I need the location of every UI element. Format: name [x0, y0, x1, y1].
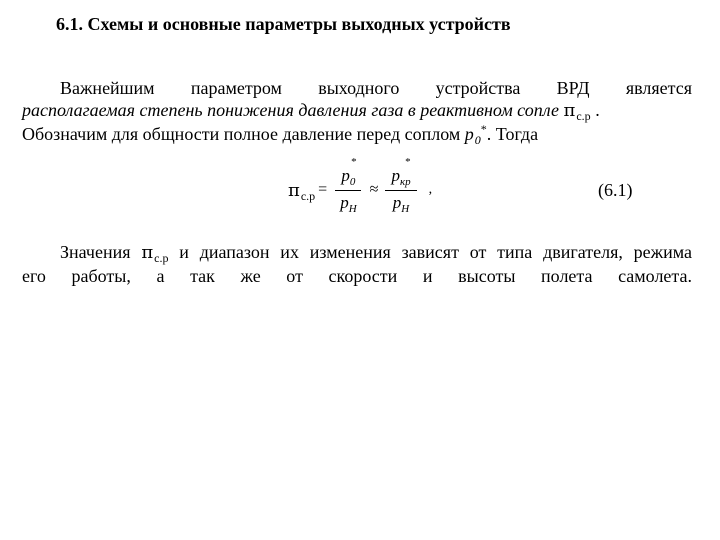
- formula-pi-subscript: с.р: [300, 188, 316, 203]
- pi-subscript: с.р: [154, 251, 169, 265]
- p0-subscript: 0: [474, 133, 481, 147]
- period: .: [595, 100, 600, 120]
- numerator-subscript: 0: [349, 175, 356, 188]
- fraction-denominator: [334, 191, 362, 215]
- fraction-numerator: [335, 166, 361, 191]
- p0-symbol: p: [464, 124, 474, 144]
- text-fragment: Значения: [60, 242, 131, 262]
- approx-sign: ≈: [369, 181, 379, 198]
- paragraph-line: [22, 123, 692, 147]
- paragraph-intro: [22, 77, 692, 147]
- text-fragment: и диапазон их изменения зависят от типа двигателя, режима: [179, 242, 692, 262]
- pi-symbol: π: [141, 242, 154, 263]
- paragraph-line: [22, 241, 692, 265]
- denominator-subscript: Н: [348, 202, 357, 215]
- denominator-symbol: p: [340, 192, 349, 212]
- formula: [288, 155, 433, 220]
- paragraph-line: [22, 99, 692, 123]
- section-title: 6.1. Схемы и основные параметры выходных устройств: [56, 14, 511, 34]
- fraction-denominator: [387, 191, 415, 215]
- fraction-star: *: [351, 155, 357, 168]
- pi-symbol: π: [563, 100, 576, 121]
- p0-star: *: [480, 122, 487, 136]
- denominator-symbol: p: [392, 192, 402, 212]
- formula-comma: ,: [428, 182, 433, 197]
- fraction-numerator: [385, 166, 416, 191]
- fraction-critical-pressure: [385, 155, 416, 215]
- pi-subscript: с.р: [576, 109, 591, 123]
- fraction-star: *: [405, 155, 411, 168]
- denominator-subscript: Н: [401, 202, 410, 215]
- paragraph-line: его работы, а так же от скорости и высоты полета самолета.: [22, 266, 692, 286]
- text-fragment: . Тогда: [486, 124, 539, 144]
- equation-number: (6.1): [598, 180, 633, 200]
- fraction-total-pressure: [334, 155, 362, 215]
- paragraph-conclusion: [22, 241, 692, 287]
- numerator-subscript: кр: [399, 175, 411, 188]
- text-fragment: Обозначим для общности полное давление перед соплом: [22, 124, 461, 144]
- numerator-symbol: p: [341, 165, 350, 185]
- numerator-symbol: p: [391, 165, 400, 185]
- paragraph-line: Важнейшим параметром выходного устройства ВРД является: [60, 78, 692, 98]
- equals-sign: =: [318, 181, 328, 198]
- italic-definition: располагаемая степень понижения давления газа в реактивном сопле: [22, 100, 560, 120]
- formula-pi: π: [288, 179, 300, 201]
